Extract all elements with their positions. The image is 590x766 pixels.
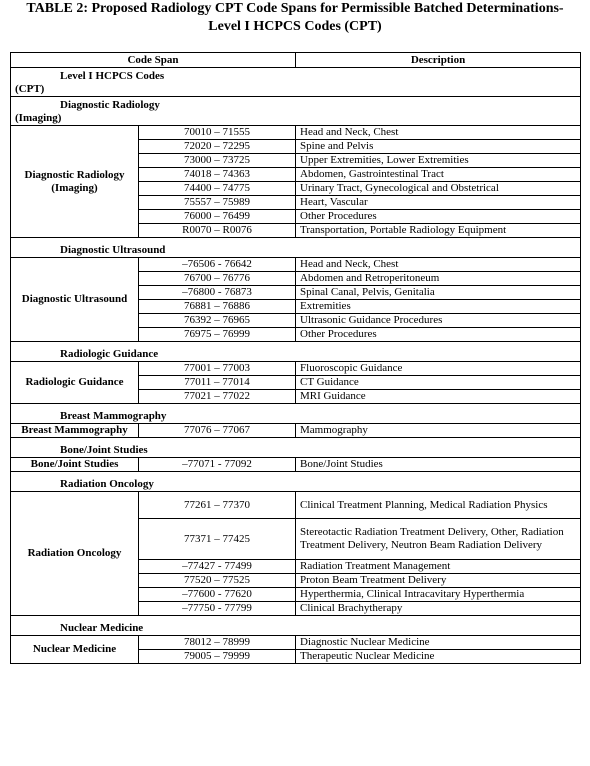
section-heading-text: Level I HCPCS Codes: [60, 70, 165, 82]
section-heading: [11, 238, 296, 258]
description-cell: Clinical Brachytherapy: [296, 602, 581, 616]
code-span-cell: –77071 - 77092: [139, 458, 296, 472]
table-row: [11, 458, 581, 472]
section-heading-blank: [296, 472, 581, 492]
table-title-line1: TABLE 2: Proposed Radiology CPT Code Spans for Permissible Batched Determinations-: [26, 1, 564, 16]
section-heading-row: [11, 342, 581, 362]
section-heading-blank: [296, 616, 581, 636]
code-span-cell: 74018 – 74363: [139, 168, 296, 182]
code-span-cell: 75557 – 75989: [139, 196, 296, 210]
code-span-cell: 77021 – 77022: [139, 390, 296, 404]
section-heading-blank: [296, 68, 581, 97]
table-title-line2: Level I HCPCS Codes (CPT): [208, 19, 382, 34]
table-row: [11, 636, 581, 650]
table-row: [11, 492, 581, 519]
description-header: Description: [296, 53, 581, 68]
description-cell: Clinical Treatment Planning, Medical Radiation Physics: [296, 492, 581, 519]
code-span-cell: 76881 – 76886: [139, 300, 296, 314]
description-cell: Spine and Pelvis: [296, 140, 581, 154]
description-cell: Upper Extremities, Lower Extremities: [296, 154, 581, 168]
section-heading-row: [11, 68, 581, 97]
section-heading-blank: [296, 438, 581, 458]
cpt-code-table: [10, 52, 581, 664]
section-heading-row: [11, 616, 581, 636]
code-span-cell: 77520 – 77525: [139, 574, 296, 588]
section-heading-text: Breast Mammography: [60, 410, 167, 422]
code-span-cell: 77001 – 77003: [139, 362, 296, 376]
description-cell: Hyperthermia, Clinical Intracavitary Hyperthermia: [296, 588, 581, 602]
section-heading-row: [11, 97, 581, 126]
section-heading-subtext: (Imaging): [15, 112, 62, 124]
description-cell: MRI Guidance: [296, 390, 581, 404]
code-span-cell: –76506 - 76642: [139, 258, 296, 272]
description-cell: Abdomen, Gastrointestinal Tract: [296, 168, 581, 182]
code-span-cell: 79005 – 79999: [139, 650, 296, 664]
section-heading-row: [11, 472, 581, 492]
description-cell: Mammography: [296, 424, 581, 438]
code-span-cell: 74400 – 74775: [139, 182, 296, 196]
code-span-cell: 77076 – 77067: [139, 424, 296, 438]
code-span-cell: –77750 - 77799: [139, 602, 296, 616]
description-cell: Urinary Tract, Gynecological and Obstetrical: [296, 182, 581, 196]
group-label: Breast Mammography: [11, 424, 139, 438]
section-heading-blank: [296, 342, 581, 362]
group-label: Diagnostic Ultrasound: [11, 258, 139, 342]
section-heading: [11, 97, 296, 126]
group-label: Diagnostic Radiology (Imaging): [11, 126, 139, 238]
section-heading-row: [11, 438, 581, 458]
description-cell: Spinal Canal, Pelvis, Genitalia: [296, 286, 581, 300]
description-cell: Abdomen and Retroperitoneum: [296, 272, 581, 286]
table-row: [11, 424, 581, 438]
section-heading-blank: [296, 97, 581, 126]
description-cell: CT Guidance: [296, 376, 581, 390]
description-cell: Heart, Vascular: [296, 196, 581, 210]
code-span-cell: 77261 – 77370: [139, 492, 296, 519]
description-cell: Head and Neck, Chest: [296, 258, 581, 272]
code-span-cell: 77371 – 77425: [139, 519, 296, 560]
description-cell: Fluoroscopic Guidance: [296, 362, 581, 376]
code-span-cell: –77600 - 77620: [139, 588, 296, 602]
code-span-cell: 76975 – 76999: [139, 328, 296, 342]
group-label: Bone/Joint Studies: [11, 458, 139, 472]
code-span-cell: 70010 – 71555: [139, 126, 296, 140]
section-heading: [11, 342, 296, 362]
code-span-cell: –77427 - 77499: [139, 560, 296, 574]
table-row: [11, 126, 581, 140]
section-heading-text: Radiation Oncology: [60, 478, 154, 490]
description-cell: Other Procedures: [296, 210, 581, 224]
section-heading-text: Nuclear Medicine: [60, 622, 144, 634]
section-heading-text: Diagnostic Radiology: [60, 99, 160, 111]
code-span-cell: 76700 – 76776: [139, 272, 296, 286]
description-cell: Proton Beam Treatment Delivery: [296, 574, 581, 588]
section-heading: [11, 404, 296, 424]
code-span-cell: 73000 – 73725: [139, 154, 296, 168]
code-span-cell: R0070 – R0076: [139, 224, 296, 238]
section-heading-row: [11, 404, 581, 424]
section-heading-text: Diagnostic Ultrasound: [60, 244, 166, 256]
description-cell: Therapeutic Nuclear Medicine: [296, 650, 581, 664]
code-span-header: Code Span: [11, 53, 296, 68]
section-heading-blank: [296, 404, 581, 424]
section-heading-row: [11, 238, 581, 258]
code-span-cell: 78012 – 78999: [139, 636, 296, 650]
description-cell: Diagnostic Nuclear Medicine: [296, 636, 581, 650]
group-label: Radiation Oncology: [11, 492, 139, 616]
section-heading: [11, 438, 296, 458]
section-heading-subtext: (CPT): [15, 83, 45, 95]
table-title: [0, 0, 590, 36]
table-row: [11, 362, 581, 376]
code-span-cell: 72020 – 72295: [139, 140, 296, 154]
section-heading-text: Radiologic Guidance: [60, 348, 159, 360]
code-span-cell: 77011 – 77014: [139, 376, 296, 390]
description-cell: Radiation Treatment Management: [296, 560, 581, 574]
description-cell: Bone/Joint Studies: [296, 458, 581, 472]
header-row: [11, 53, 581, 68]
section-heading-blank: [296, 238, 581, 258]
table-row: [11, 258, 581, 272]
description-cell: Other Procedures: [296, 328, 581, 342]
section-heading: [11, 472, 296, 492]
group-label: Nuclear Medicine: [11, 636, 139, 664]
description-cell: Head and Neck, Chest: [296, 126, 581, 140]
description-cell: Transportation, Portable Radiology Equipment: [296, 224, 581, 238]
description-cell: Ultrasonic Guidance Procedures: [296, 314, 581, 328]
section-heading: [11, 68, 296, 97]
code-span-cell: 76392 – 76965: [139, 314, 296, 328]
code-span-cell: –76800 - 76873: [139, 286, 296, 300]
section-heading: [11, 616, 296, 636]
code-span-cell: 76000 – 76499: [139, 210, 296, 224]
group-label: Radiologic Guidance: [11, 362, 139, 404]
description-cell: Stereotactic Radiation Treatment Delivery, Other, Radiation Treatment Delivery, Neutron Beam Radiation Delivery: [296, 519, 581, 560]
description-cell: Extremities: [296, 300, 581, 314]
table-body: [11, 68, 581, 664]
section-heading-text: Bone/Joint Studies: [60, 444, 148, 456]
